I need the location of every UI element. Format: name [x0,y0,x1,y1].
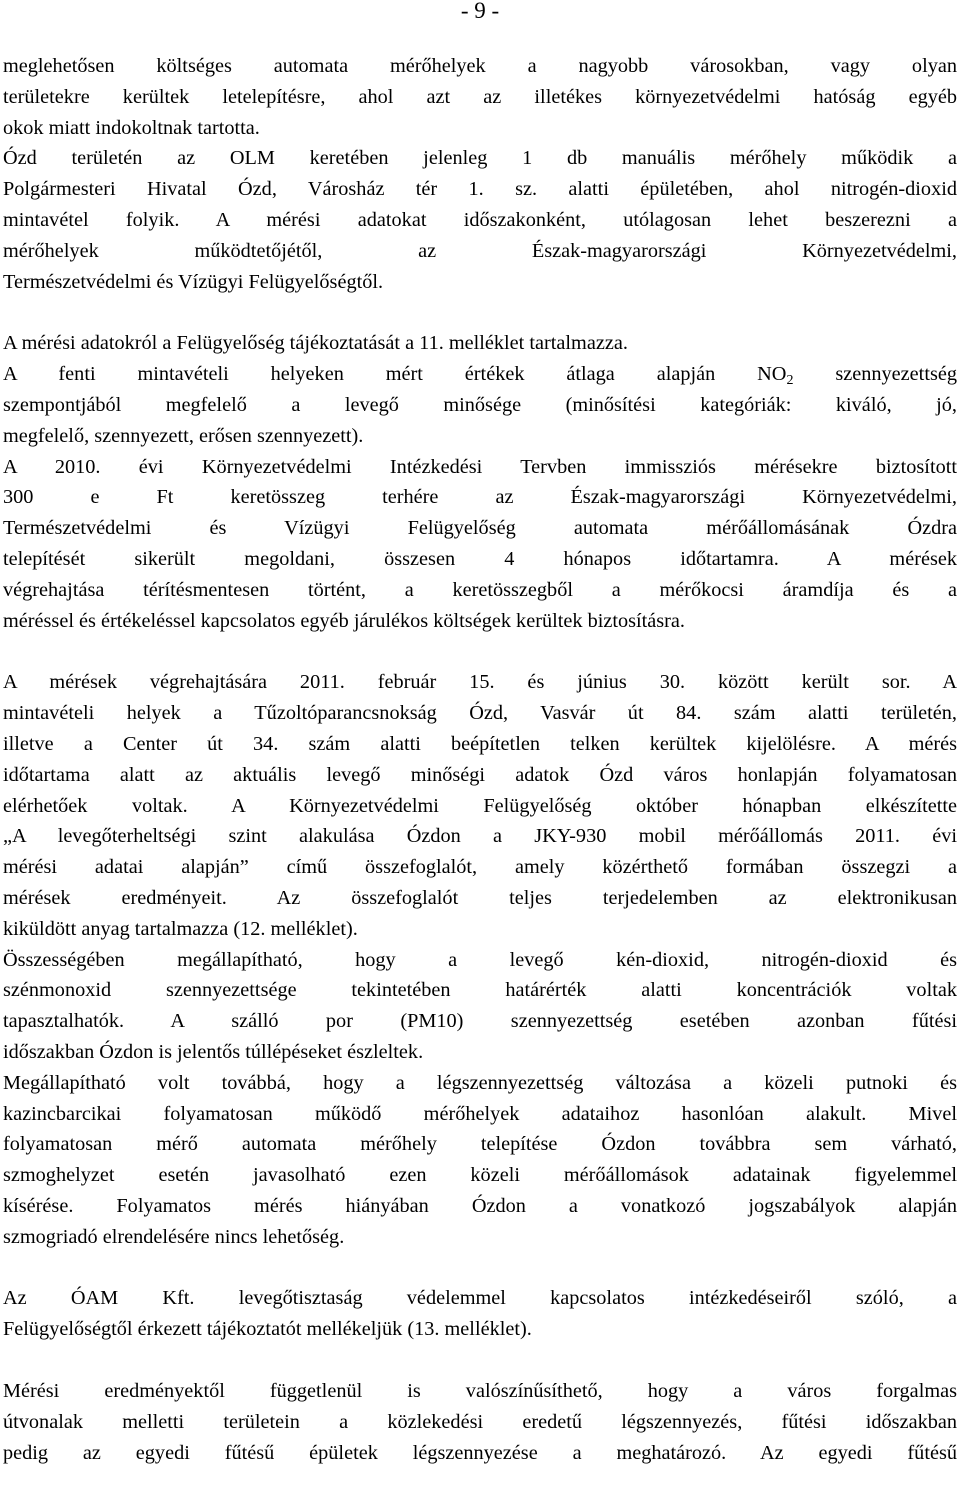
page-number: - 9 - [460,0,500,23]
text-line: elérhetőek voltak. A Környezetvédelmi Felügyelőség október hónapban elkészítette [3,794,957,817]
text-line-with-subscript [3,359,957,390]
text-line: mérőhelyek működtetőjétől, az Észak-magyarországi Környezetvédelmi, [3,239,957,262]
paragraph-6 [3,667,957,944]
text-line: szénmonoxid szennyezettsége tekintetében határérték alatti koncentrációk voltak [3,979,957,1002]
paragraph-gap [3,1345,957,1376]
text-line: útvonalak melletti területein a közlekedési eredetű légszennyezés, fűtési időszakban [3,1410,957,1433]
text-line: kiküldött anyag tartalmazza (12. melléklet). [3,917,358,940]
paragraph-gap [3,297,957,328]
text-line: megfelelő, szennyezett, erősen szennyezett). [3,424,364,447]
text-line: mérési adatai alapján” című összefoglalót, amely közérthető formában összegzi a [3,856,957,879]
paragraph-4 [3,359,957,451]
text-line: meglehetősen költséges automata mérőhelyek a nagyobb városokban, vagy olyan [3,55,957,77]
document-body [3,51,957,1468]
paragraph-7 [3,945,957,1068]
text-line: illetve a Center út 34. szám alatti beépítetlen telken kerültek kijelölésre. A mérés [3,732,957,755]
paragraph-3 [3,328,957,359]
text-line: mintavételi helyek a Tűzoltóparancsnokság Ózd, Vasvár út 84. szám alatti területén, [3,702,957,725]
paragraph-gap [3,636,957,667]
paragraph-8 [3,1068,957,1253]
text-line: időtartama alatt az aktuális levegő minőségi adatok Ózd város honlapján folyamatosan [3,763,957,786]
paragraph-2 [3,143,957,297]
text-line: időszakban Ózdon is jelentős túllépéseket észleltek. [3,1040,424,1063]
text-line: Az ÓAM Kft. levegőtisztaság védelemmel kapcsolatos intézkedéseiről szóló, a [3,1287,957,1310]
text-line: kísérése. Folyamatos mérés hiányában Ózdon a vonatkozó jogszabályok alapján [3,1194,957,1217]
text-line: Természetvédelmi és Vízügyi Felügyelőségtől. [3,270,384,293]
text-line: A mérési adatokról a Felügyelőség tájékoztatását a 11. melléklet tartalmazza. [3,332,628,355]
text-line: szmoghelyzet esetén javasolható ezen közeli mérőállomások adatainak figyelemmel [3,1164,957,1187]
subscript: 2 [786,373,794,389]
paragraph-5 [3,452,957,637]
text-line: Ózd területén az OLM keretében jelenleg 1 db manuális mérőhely működik a [3,147,957,170]
text-line: tapasztalhatók. A szálló por (PM10) szennyezettség esetében azonban fűtési [3,1010,957,1033]
text-segment: szennyezettség [793,363,957,386]
paragraph-9 [3,1283,957,1345]
text-line: telepítését sikerült megoldani, összesen 4 hónapos időtartamra. A mérések [3,547,957,570]
text-line: szempontjából megfelelő a levegő minősége (minősítési kategóriák: kiváló, jó, [3,393,957,416]
text-line: 300 e Ft keretösszeg terhére az Észak-magyarországi Környezetvédelmi, [3,486,957,509]
text-line: Összességében megállapítható, hogy a levegő kén-dioxid, nitrogén-dioxid és [3,948,957,971]
text-line: Természetvédelmi és Vízügyi Felügyelőség automata mérőállomásának Ózdra [3,517,957,540]
text-line: pedig az egyedi fűtésű épületek légszennyezése a meghatározó. Az egyedi fűtésű [3,1441,957,1464]
text-line: A 2010. évi Környezetvédelmi Intézkedési Tervben immissziós mérésekre biztosított [3,455,957,478]
text-line: végrehajtása térítésmentesen történt, a keretösszegből a mérőkocsi áramdíja és a [3,578,957,601]
text-line: folyamatosan mérő automata mérőhely telepítése Ózdon továbbra sem várható, [3,1133,957,1156]
text-line: Mérési eredményektől függetlenül is valószínűsíthető, hogy a város forgalmas [3,1380,957,1403]
text-line: szmogriadó elrendelésére nincs lehetőség. [3,1225,345,1248]
text-line: méréssel és értékeléssel kapcsolatos egyéb járulékos költségek kerültek biztosításra. [3,609,686,632]
text-line: mintavétel folyik. A mérési adatokat időszakonként, utólagosan lehet beszerezni a [3,208,957,231]
paragraph-gap [3,1252,957,1283]
paragraph-10 [3,1376,957,1468]
text-line: mérések eredményeit. Az összefoglalót teljes terjedelemben az elektronikusan [3,886,957,909]
text-line: kazincbarcikai folyamatosan működő mérőhelyek adataihoz hasonlóan alakult. Mivel [3,1102,957,1125]
text-line: „A levegőterheltségi szint alakulása Ózdon a JKY-930 mobil mérőállomás 2011. évi [3,825,957,848]
text-line: A mérések végrehajtására 2011. február 15. és június 30. között került sor. A [3,671,957,694]
text-line: területekre kerültek letelepítésre, ahol azt az illetékes környezetvédelmi hatóság egyéb [3,85,957,108]
text-line: Felügyelőségtől érkezett tájékoztatót mellékeljük (13. melléklet). [3,1318,532,1341]
text-line: Megállapítható volt továbbá, hogy a légszennyezettség változása a közeli putnoki és [3,1071,957,1094]
paragraph-1 [3,51,957,143]
text-segment: A fenti mintavételi helyeken mért értékek átlaga alapján NO [3,363,787,386]
text-line: okok miatt indokoltnak tartotta. [3,116,260,139]
text-line: Polgármesteri Hivatal Ózd, Városház tér 1. sz. alatti épületében, ahol nitrogén-dioxid [3,178,957,201]
